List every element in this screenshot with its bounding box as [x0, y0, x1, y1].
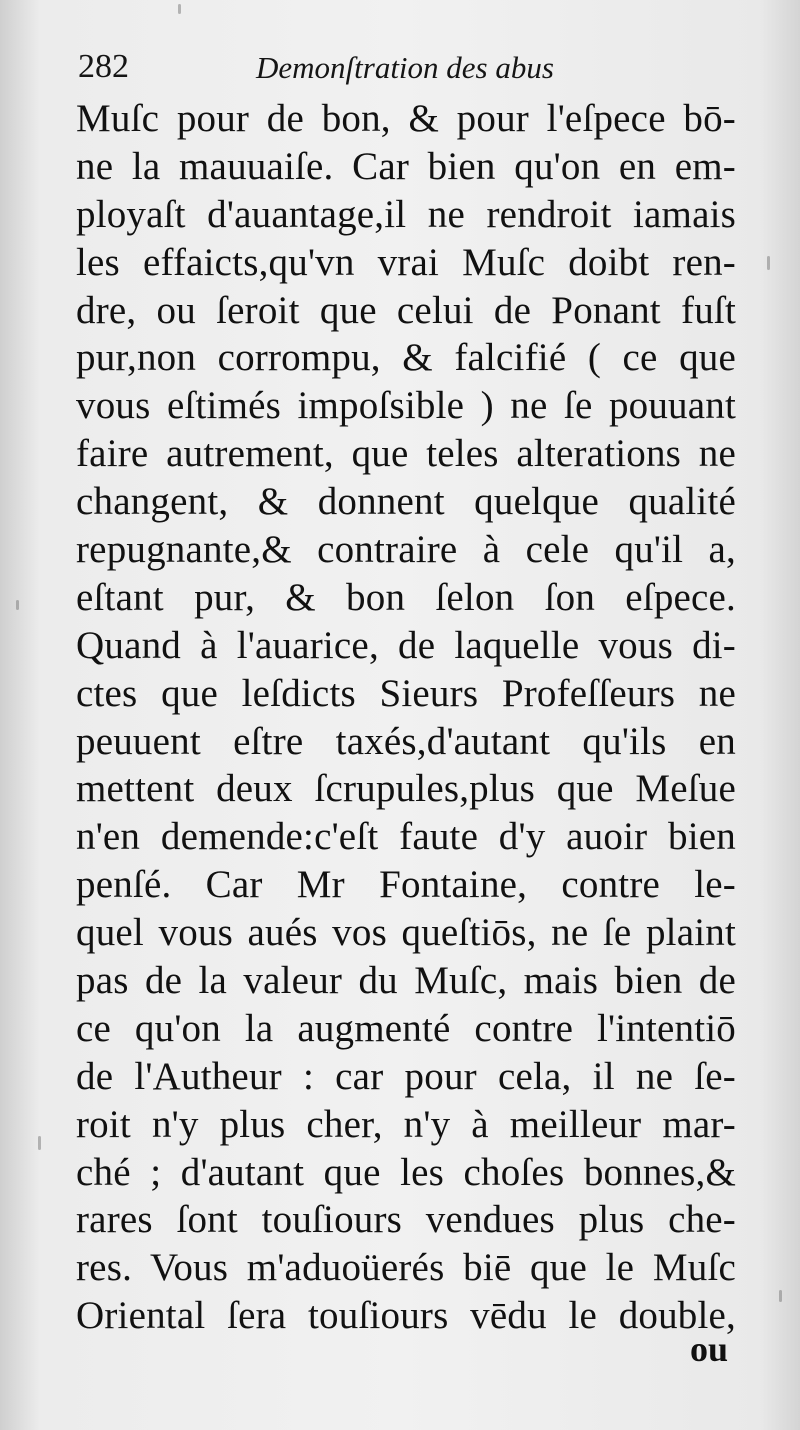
text-line: de l'Autheur : car pour cela, il ne ſe-: [76, 1054, 736, 1098]
text-line: res. Vous m'aduoüerés biē que le Muſc: [76, 1246, 736, 1290]
text-line: ctes que leſdicts Sieurs Profeſſeurs ne: [76, 671, 736, 715]
text-line: n'en demende:c'eſt faute d'y auoir bien: [76, 815, 736, 859]
ink-speck: [767, 256, 770, 270]
text-line: pur,non corrompu, & falcifié ( ce que: [76, 336, 736, 380]
text-line: pas de la valeur du Muſc, mais bien de: [76, 959, 736, 1003]
text-line: roit n'y plus cher, n'y à meilleur mar-: [76, 1102, 736, 1146]
text-line: penſé. Car Mr Fontaine, contre le-: [76, 863, 736, 907]
ink-speck: [38, 1136, 41, 1150]
ink-speck: [16, 600, 19, 610]
text-line: ne la mauuaiſe. Car bien qu'on en em-: [76, 144, 736, 188]
text-line: ployaſt d'auantage,il ne rendroit iamais: [76, 192, 736, 236]
text-line: ce qu'on la augmenté contre l'intentiō: [76, 1006, 736, 1050]
ink-speck: [779, 1290, 782, 1302]
text-line: dre, ou ſeroit que celui de Ponant fuſt: [76, 288, 736, 332]
ink-speck: [178, 4, 181, 14]
text-line: vous eſtimés impoſsible ) ne ſe pouuant: [76, 384, 736, 428]
text-line: Quand à l'auarice, de laquelle vous di-: [76, 623, 736, 667]
running-head: [78, 46, 738, 96]
text-line: rares ſont touſiours vendues plus che-: [76, 1198, 736, 1242]
text-line: changent, & donnent quelque qualité: [76, 480, 736, 524]
body-text: [76, 95, 736, 1340]
text-line: ché ; d'autant que les choſes bonnes,&: [76, 1150, 736, 1194]
text-line: repugnante,& contraire à cele qu'il a,: [76, 528, 736, 572]
text-line: eſtant pur, & bon ſelon ſon eſpece.: [76, 575, 736, 619]
text-line: les effaicts,qu'vn vrai Muſc doibt ren-: [76, 240, 736, 284]
text-line: Oriental ſera touſiours vēdu le double,: [76, 1294, 736, 1338]
catchword: ou: [690, 1329, 729, 1369]
running-title: Demonſtration des abus: [256, 50, 554, 85]
text-line: peuuent eſtre taxés,d'autant qu'ils en: [76, 719, 736, 763]
page-number: 282: [78, 48, 129, 85]
text-line: Muſc pour de bon, & pour l'eſpece bō-: [76, 97, 736, 140]
text-line: faire autrement, que teles alterations ne: [76, 432, 736, 476]
text-line: quel vous aués vos queſtiōs, ne ſe plaint: [76, 911, 736, 955]
text-line: mettent deux ſcrupules,plus que Meſue: [76, 767, 736, 811]
